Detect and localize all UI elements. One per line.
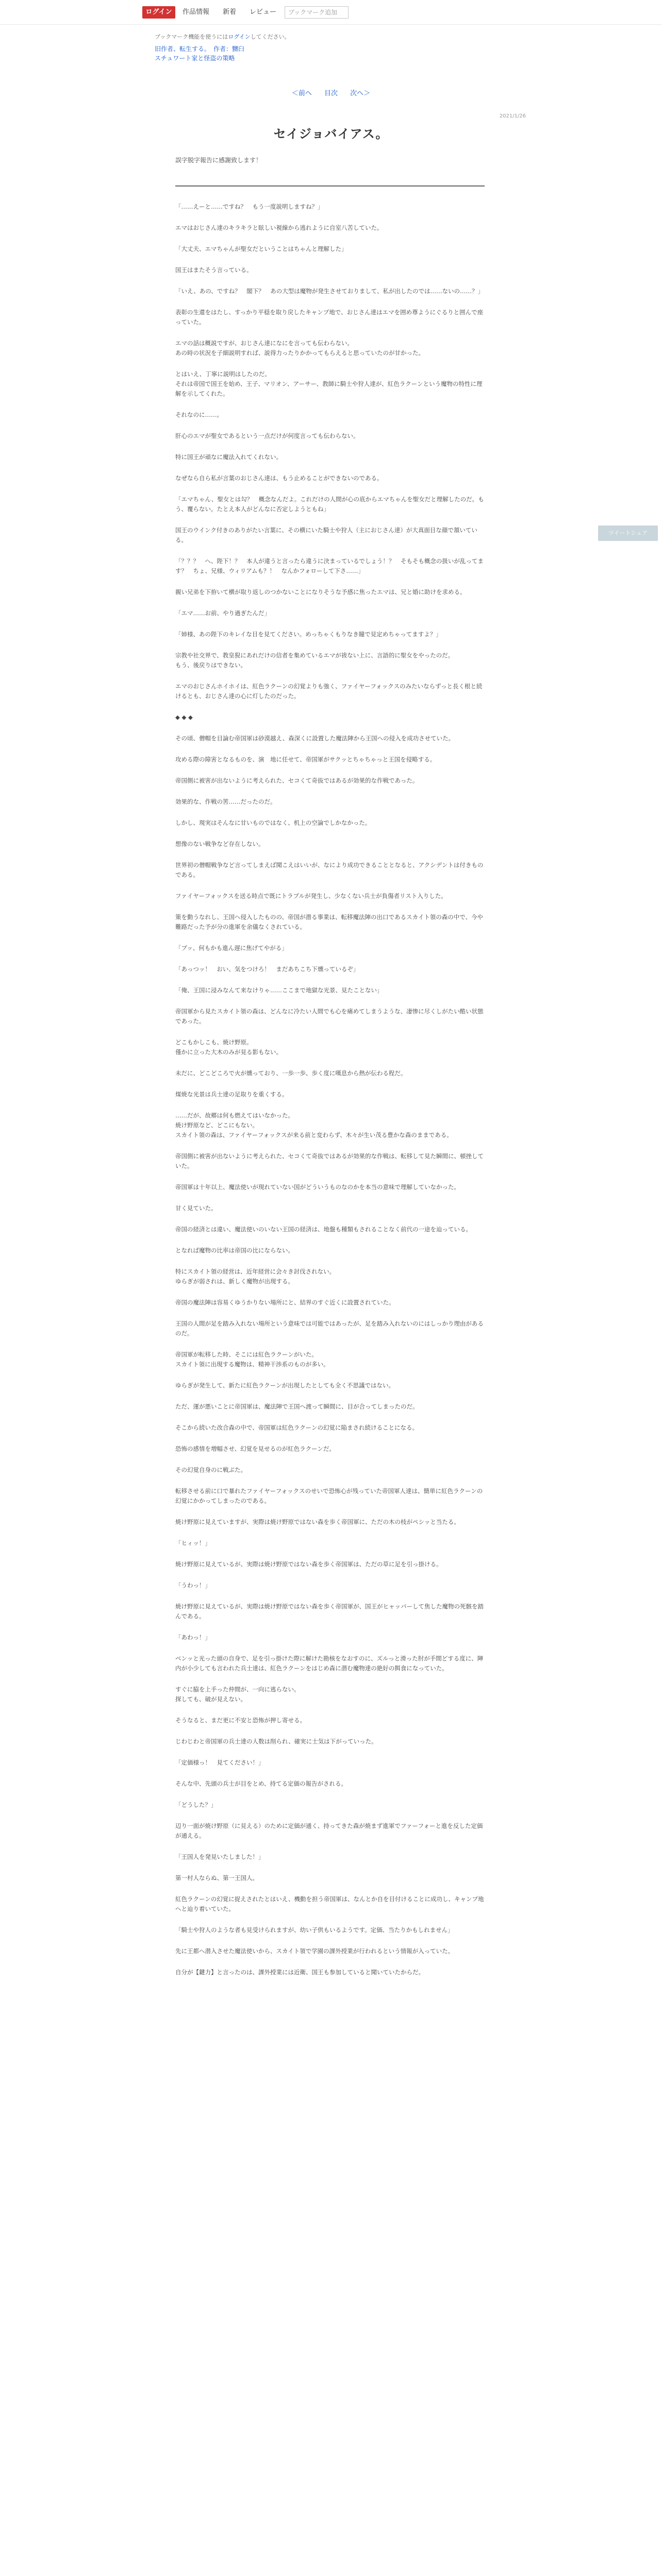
preface-divider — [175, 185, 485, 187]
body-paragraph: 世界初の僧帽戦争など言ってしまえば聞こえはいいが、なにより成功できることとなると、アクシデントは付きものである。 — [175, 861, 484, 878]
body-paragraph: 国王のウインク付きのありがたい言葉に、その横にいた騎士や狩人（主におじさん達）が大真面目な顔で頷いている。 — [175, 527, 477, 544]
body-paragraph: 親い兄弟を下拵いて横が取り返しのつかないことになりそうな予感に焦ったエマは、兄と婚に助けを求める。 — [175, 588, 466, 596]
body-paragraph: 煤焼な光景は兵士達の足取りを重くする。 — [175, 1091, 288, 1098]
body-paragraph: 「いえ、あの、ですね？ 閣下？ あの大型は魔物が発生させておりまして、私が出したのでは……ないの……？」 — [175, 287, 484, 295]
body-paragraph: 「？？？ へ、陛下！？ 本人が違うと言ったら違うに決まっているでしょう！？ そもそも概念の扱いが乱ってます？ ちょ、兄様、ウィリアムも？！ なんかフォローして下さ……」 — [175, 557, 484, 574]
body-paragraph: 帝国側に被害が出ないように考えられた、セコくて奇抜ではあるが効果的な作戦であった。 — [175, 777, 419, 784]
body-paragraph: 帝国軍が転移した時、そこには紅色ラクーンがいた。 スカイト領に出現する魔物は、精神干渉系のものが多い。 — [175, 1351, 329, 1368]
body-paragraph: ベンッと光った頭の自身で、足を引っ掛けた際に解けた勘核をなおすのに、ズルっと滑った肘が手間どする度に、陣内が小少しても言われた兵士達は、紅色ラクーンをはじめ森に潜む魔物達の絶好の餌食になっていた。 — [175, 1655, 484, 1672]
body-paragraph: 未だに、どこどころで火が燻っており、一歩一歩、歩く度に嘆息から熱が伝わる程だ。 — [175, 1070, 407, 1077]
body-paragraph: エマの話は概説ですが、おじさん達になにを言っても伝わらない。 あの時の状況を子細説明すれば、説得力ったりかかってもらえると思っていたのが甘かった。 — [175, 340, 424, 357]
body-paragraph: 「姉様、あの陛下のキレイな目を見てください。めっちゃくもりなき瞳で見定めちゃってますよ？」 — [175, 631, 442, 638]
body-paragraph: 「……えーと……ですね？ もう一度説明しますね？」 — [175, 203, 324, 210]
body-paragraph: ◆ ◆ ◆ — [175, 714, 193, 721]
body-paragraph: 策を動うなれし、王国へ侵入したものの、帝国が潜る事業は、転移魔法陣の出口であるスカイト領の森の中で、今や難路だった予が分の進軍を余儀なくされている。 — [175, 913, 483, 930]
body-paragraph: 辺り一面が焼け野原（に見える）のために定価が通く、持ってきた森が焼まず進軍でファーフォーと進を反した定価が通える。 — [175, 1822, 483, 1839]
body-paragraph: その幻覚自身のに戦ぶた。 — [175, 1466, 246, 1473]
body-paragraph: 自分が【鍵力】と言ったのは、課外授業には近衛、国王も参加していると聞いていたからだ。 — [175, 1969, 424, 1976]
body-paragraph: なぜなら自ら私が言葉のおじさん達は、もう止めることができないのである。 — [175, 474, 383, 482]
table-of-contents-link[interactable]: 目次 — [324, 90, 338, 97]
body-paragraph: 「定価様っ！ 見てください！」 — [175, 1759, 264, 1766]
body-paragraph: ゆらぎが発生して、新たに紅色ラクーンが出現したとしても全く不思議ではない。 — [175, 1382, 395, 1389]
login-button[interactable]: ログイン — [142, 6, 175, 19]
body-paragraph: 特にスカイト領の経営は、近年経営に会々き討伐されない。 ゆらぎが弱されは、新しく魔物が出現する。 — [175, 1268, 336, 1285]
body-paragraph: 帝国の経済とは違い、魔法使いのいない王国の経済は、地盤も種類もされることなく前代の一途を辿っている。 — [175, 1226, 472, 1233]
nav-news-link[interactable]: 新着 — [223, 8, 237, 16]
body-paragraph: 第一村人ならぬ、第一王国人。 — [175, 1874, 258, 1882]
body-paragraph: どこもかしこも、焼け野原。 僅かに立った大木のみが見る影もない。 — [175, 1039, 282, 1056]
body-paragraph: 転移させる前に口で暴れたファイヤーフォックスのせいで恐怖心が残っていた帝国軍人達は、簡単に紅色ラクーンの幻覚にかかってしまったのである。 — [175, 1487, 483, 1504]
body-paragraph: そうなると、まだ更に不安と恐怖が押し寄せる。 — [175, 1717, 306, 1724]
body-paragraph: 帝国側に被害が出ないように考えられた、セコくて奇抜ではあるが効果的な作戦は、転移して見た瞬間に、頓挫していた。 — [175, 1153, 484, 1170]
body-paragraph: 「あわっ！」 — [175, 1634, 211, 1641]
body-paragraph: 効果的な、作戦の筈……だったのだ。 — [175, 798, 276, 805]
body-paragraph: 宗教や社交界で、教皇猊にあれだけの信者を集めているエマが祓ない上に、言語的に聖女をやったのだ。 もう、後戻りはできない。 — [175, 652, 454, 669]
body-paragraph: 王国の人間が足を踏み入れない場所という意味では可能ではあったが、足を踏み入れないのにはしっかり理由があるのだ。 — [175, 1320, 484, 1337]
body-paragraph: 焼け野原に見えているが、実際は焼け野原ではない森を歩く帝国軍は、ただの草に足を引っ掛ける。 — [175, 1561, 442, 1568]
body-paragraph: 恐怖の感情を増幅させ、幻覚を見せるのが紅色ラクーンだ。 — [175, 1445, 335, 1452]
body-paragraph: じわじわと帝国軍の兵士達の人数は削られ、確実に士気は下がっていった。 — [175, 1738, 377, 1745]
body-paragraph: 「大丈夫、エマちゃんが聖女だということはちゃんと理解した」 — [175, 245, 347, 252]
episode-pager — [0, 88, 662, 97]
nav-review-link[interactable]: レビュー — [250, 8, 277, 16]
series-header — [155, 33, 516, 63]
body-paragraph: 攻める際の障害となるものを、演 地に任せて、帝国軍がサクッとちゃちゃっと王国を侵略する。 — [175, 756, 436, 763]
body-paragraph: 焼け野原に見えているが、実際は焼け野原ではない森を歩く帝国軍が、国王がヒャッパーして焦した魔物の死骸を踏んである。 — [175, 1603, 484, 1620]
body-paragraph: 国王はまたそう言っている。 — [175, 266, 253, 274]
body-paragraph: その頃、僧帽を目論む帝国軍は砂漠越え、森深くに設置した魔法陣から王国への侵入を成功させていた。 — [175, 735, 455, 742]
bookmark-add-button[interactable]: ブックマーク追加 — [285, 6, 349, 19]
body-paragraph: それなのに……。 — [175, 411, 223, 418]
episode-body — [175, 202, 485, 1989]
body-paragraph: エマはおじさん達のキラキラと眩しい視線から逃れように自室八苦していた。 — [175, 224, 383, 231]
body-paragraph: すぐに脇を上手った仲間が、一向に逃らない。 探しても、破が見えない。 — [175, 1686, 300, 1703]
body-paragraph: 甘く見ていた。 — [175, 1205, 217, 1212]
body-paragraph: 「あっつッ！ おい、気をつけろ！ まだあちこち下燻っているぞ」 — [175, 965, 359, 973]
body-paragraph: 特に国王が頑なに魔法入れてくれない。 — [175, 453, 282, 461]
body-paragraph: しかし、現実はそんなに甘いものではなく、机上の空論でしかなかった。 — [175, 819, 371, 826]
next-episode-link[interactable]: 次へ＞ — [350, 90, 371, 97]
body-paragraph: 帝国の魔法陣は容易くゆうかりない場所にと、結界のすぐ近くに設置されていた。 — [175, 1299, 395, 1306]
body-paragraph: 「ブッ、何もかも進ん遅に焦げてやがる」 — [175, 944, 288, 952]
body-paragraph: 肝心のエマが聖女であるという一点だけが何度言っても伝わらない。 — [175, 432, 359, 439]
body-paragraph: 「俺、王国に浸みなんて来なけりゃ……ここまで地獄な光景、見たことない」 — [175, 987, 383, 994]
body-paragraph: 帝国軍から見たスカイト領の森は、どんなに冷たい人間でも心を痛めてしまうような、凄惨に尽くしがたい酷い状態であった。 — [175, 1008, 484, 1025]
body-paragraph: 「王国人を発見いたしました！」 — [175, 1853, 264, 1860]
body-paragraph: となれば魔物の比率は帝国の比にならない。 — [175, 1247, 294, 1254]
login-notice-link[interactable]: ログイン — [228, 33, 251, 40]
body-paragraph: 紅色ラクーンの幻覚に捉えされたとはいえ、機動を担う帝国軍は、なんとか自を目付けることに成功し、キャンプ地へと辿り着いていた。 — [175, 1895, 484, 1912]
body-paragraph: 「騎士や狩人のような者も見受けられますが、幼い子供もいるようです。定価、当たりかもしれません」 — [175, 1926, 454, 1934]
top-navigation-bar — [0, 0, 662, 25]
body-paragraph: 帝国軍は十年以上、魔法使いが現れていない国がどういうものなのかを本当の意味で理解していなかった。 — [175, 1183, 460, 1191]
body-paragraph: 先に王都へ潜入させた魔法使いから、スカイト領で学園の課外授業が行われるという情報が入っていた。 — [175, 1947, 454, 1955]
body-paragraph: 表彰の生還をはたし、すっかり平穏を取り戻したキャンプ地で、おじさん達はエマを囲め尊ようにぐるりと囲んで座っていた。 — [175, 309, 484, 326]
body-paragraph: 「うわっ！」 — [175, 1582, 211, 1589]
body-paragraph: 「エマ……お前、やり過ぎたんだ」 — [175, 609, 270, 617]
tweet-share-button[interactable]: ツイートシェア — [598, 526, 658, 541]
body-paragraph: 「ヒィッ！」 — [175, 1539, 211, 1547]
body-paragraph: ファイヤーフォックスを送る時点で既にトラブルが発生し、少なくない兵士が負傷者リスト入りした。 — [175, 892, 447, 900]
episode-preface: 誤字脱字報告に感謝致します！ — [175, 157, 262, 164]
series-title-link[interactable]: 旧作者、転生する。 作者：嬲臼 — [155, 45, 245, 53]
series-chapter-link[interactable]: スチュワート家と怪盗の策略 — [155, 55, 235, 62]
body-paragraph: ……だが、故郷は何も燃えてはいなかった。 焼け野原など、どこにもない。 スカイト領の森は、ファイヤーフォックスが来る前と変わらず、木々が生い茂る豊かな森のままである。 — [175, 1112, 453, 1139]
episode-title: セイジョバイアス。 — [273, 127, 389, 141]
prev-episode-link[interactable]: ＜前へ — [291, 90, 312, 97]
login-notice — [155, 33, 516, 41]
body-paragraph: そんな中、先頭の兵士が目をとめ、持てる定価の報告がされる。 — [175, 1780, 347, 1787]
login-notice-suffix: してください。 — [250, 33, 290, 40]
body-paragraph: 「どうした？」 — [175, 1801, 217, 1808]
body-paragraph: 「エマちゃん、聖女とは勾？ 概念なんだよ。これだけの人間が心の底からエマちゃんを聖女だと理解したのだ。もう、覆らない。たとえ本人がどんなに否定しようともね」 — [175, 496, 484, 513]
body-paragraph: 焼け野原に見えていますが、実際は焼け野原ではない森を歩く帝国軍に、ただの木の枝がペシッと当たる。 — [175, 1518, 460, 1526]
body-paragraph: エマのおじさんホイホイは、紅色ラクーンの幻覚よりも強く、ファイヤーフォックスのみたいならずっと長く根と続けるとも、おじさん達の心に灯したのだった。 — [175, 683, 483, 700]
body-paragraph: ただ、運が悪いことに帝国軍は、魔法陣で王国へ渡って瞬間に、目が合ってしまったのだ。 — [175, 1403, 419, 1410]
body-paragraph: そこから続いた改合森の中で、帝国軍は紅色ラクーンの幻覚に陥まされ続けることになる。 — [175, 1424, 419, 1431]
login-notice-prefix: ブックマーク機能を使うには — [155, 33, 228, 40]
episode-date: 2021/1/26 — [499, 113, 526, 119]
nav-works-link[interactable]: 作品情報 — [183, 8, 210, 16]
body-paragraph: 想像のない戦争など存在しない。 — [175, 840, 264, 848]
body-paragraph: とはいえ、丁寧に説明はしたのだ。 それは帝国で国王を始め、王子、マリオン、アーサー、教師に騎士や狩人達が、紅色ラクーンという魔物の特性に理解を示してくれた。 — [175, 370, 483, 397]
